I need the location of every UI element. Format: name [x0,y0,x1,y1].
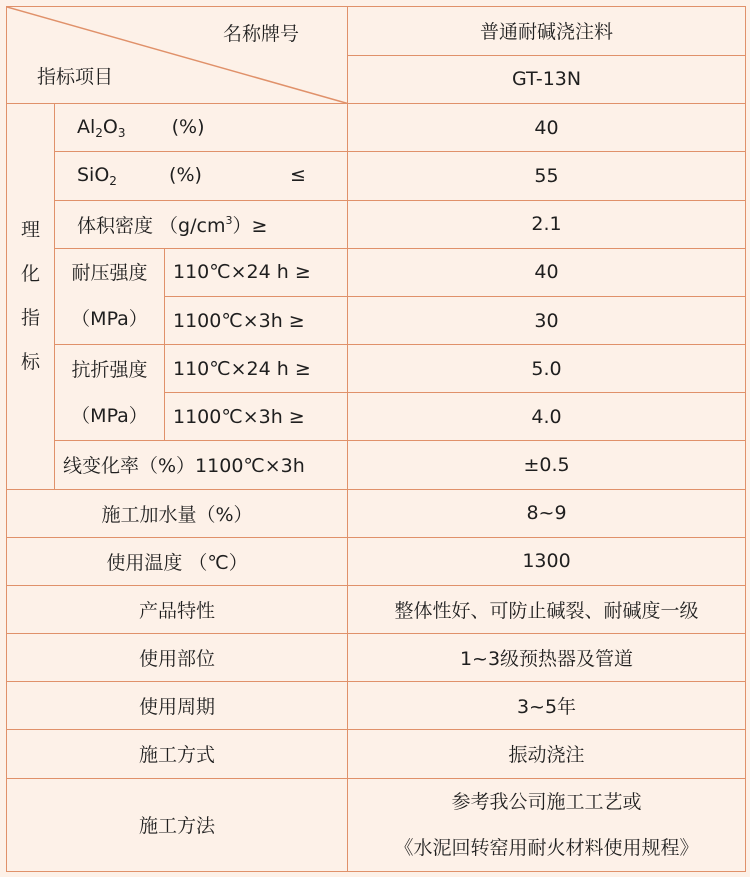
construction-method-line-1: 参考我公司施工工艺或 [451,790,642,813]
item-label: 指标项目 [37,66,114,89]
flexural-value-2: 4.0 [348,393,746,441]
al2o3-value: 40 [348,104,746,152]
compressive-label: 耐压强度 （MPa） [55,248,165,344]
construction-method-value [348,778,746,872]
physchem-char: 理 [20,219,40,242]
spec-table [6,6,746,872]
physchem-char: 标 [20,351,40,374]
header-corner-cell [7,7,348,104]
sio2-label: SiO$_2$ (%) ≤ [55,152,348,200]
construction-method-line-2: 《水泥回转窑用耐火材料使用规程》 [394,836,699,859]
sio2-value: 55 [348,152,746,200]
brand-label: 名称牌号 [223,23,300,45]
compressive-value-1: 40 [348,248,746,296]
flexural-value-1: 5.0 [348,345,746,393]
physchem-char: 指 [20,307,40,330]
linear-change-label: 线变化率（%）1100℃×3h [55,441,348,489]
temp-value: 1300 [348,537,746,585]
period-label: 使用周期 [7,682,348,730]
product-name: 普通耐碱浇注料 [348,7,746,56]
compressive-cond-1: 110℃×24 h ≥ [165,248,348,296]
physchem-group-label [7,104,55,489]
water-label: 施工加水量（%） [7,489,348,537]
features-label: 产品特性 [7,585,348,633]
linear-change-value: ±0.5 [348,441,746,489]
product-code: GT-13N [348,55,746,104]
location-value: 1~3级预热器及管道 [348,634,746,682]
density-value: 2.1 [348,200,746,248]
flexural-label: 抗折强度 （MPa） [55,345,165,441]
density-label: 体积密度 $(g/cm^3)\ge$ [55,200,348,248]
compressive-value-2: 30 [348,296,746,344]
construction-method-label: 施工方法 [7,778,348,872]
flexural-cond-2: 1100℃×3h ≥ [165,393,348,441]
flexural-cond-1: 110℃×24 h ≥ [165,345,348,393]
physchem-char: 化 [20,263,40,286]
compressive-cond-2: 1100℃×3h ≥ [165,296,348,344]
features-value: 整体性好、可防止碱裂、耐碱度一级 [348,585,746,633]
period-value: 3~5年 [348,682,746,730]
temp-label: 使用温度 （℃） [7,537,348,585]
location-label: 使用部位 [7,634,348,682]
water-value: 8~9 [348,489,746,537]
al2o3-label: $Al_2O_3$ (%) [55,104,348,152]
construction-type-label: 施工方式 [7,730,348,778]
construction-type-value: 振动浇注 [348,730,746,778]
